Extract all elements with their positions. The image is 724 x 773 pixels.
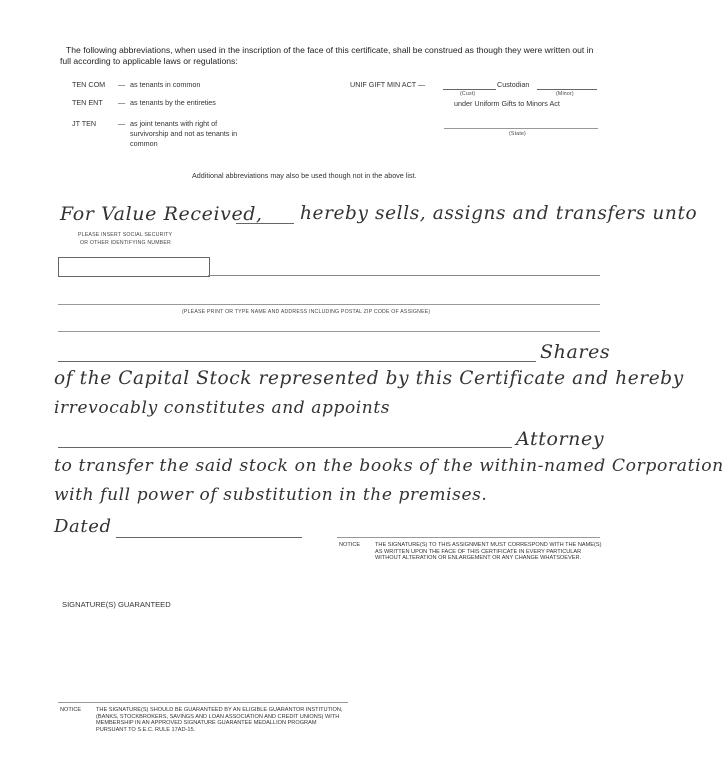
abbr-code-jt-ten: JT TEN	[72, 119, 97, 128]
abbr-meaning-ten-com: as tenants in common	[130, 80, 201, 89]
notice-1-text: THE SIGNATURE(S) TO THIS ASSIGNMENT MUST CORRESPOND WITH THE NAME(S) AS WRITTEN UPON THE FACE OF THIS CERTIFICATE IN EVERY PARTICULAR WITHOUT ALTERATION OR ENLARGEMENT OR ANY CHANGE WHATSOEVER.	[375, 542, 602, 562]
signature-line[interactable]	[337, 537, 600, 538]
abbr-dash: —	[118, 119, 126, 128]
sells-assigns-text: hereby sells, assigns and transfers unto	[300, 203, 698, 224]
attorney-text: Attorney	[516, 428, 605, 450]
capital-stock-text: of the Capital Stock represented by this Certificate and hereby	[54, 368, 684, 389]
state-line[interactable]	[444, 128, 598, 129]
shares-text: Shares	[540, 341, 611, 363]
abbr-meaning-ten-ent: as tenants by the entireties	[130, 98, 216, 107]
signature-guaranteed-label: SIGNATURE(S) GUARANTEED	[62, 600, 171, 609]
state-label: (State)	[509, 131, 526, 137]
dated-line[interactable]	[116, 537, 302, 538]
abbr-code-ten-ent: TEN ENT	[72, 98, 103, 107]
minor-line[interactable]	[537, 89, 597, 90]
shares-line[interactable]	[58, 361, 536, 362]
assignee-line-3[interactable]	[58, 331, 600, 332]
assignee-label: (PLEASE PRINT OR TYPE NAME AND ADDRESS INCLUDING POSTAL ZIP CODE OF ASSIGNEE)	[182, 309, 431, 315]
transfer-books-text: to transfer the said stock on the books of the within-named Corporation	[54, 456, 724, 476]
dated-text: Dated	[54, 516, 112, 537]
ssn-label-2: OR OTHER IDENTIFYING NUMBER	[80, 240, 171, 246]
assignee-line-1[interactable]	[208, 275, 600, 276]
minor-label: (Minor)	[556, 91, 574, 97]
guarantee-line[interactable]	[58, 702, 348, 703]
ssn-input-box[interactable]	[58, 257, 210, 277]
value-received-text: For Value Received,	[60, 203, 263, 225]
notice-2-label: NOTICE	[60, 707, 82, 713]
value-received-line[interactable]	[236, 223, 294, 224]
abbr-code-ten-com: TEN COM	[72, 80, 106, 89]
assignee-line-2[interactable]	[58, 304, 600, 305]
abbr-meaning-jt-ten: as joint tenants with right of survivorship and not as tenants in common	[130, 119, 238, 148]
intro-text: The following abbreviations, when used in the inscription of the face of this certificate, shall be construed as though they were written out in full according to applicable laws or regulations:	[60, 45, 594, 66]
attorney-line[interactable]	[58, 447, 512, 448]
irrevocably-text: irrevocably constitutes and appoints	[54, 398, 391, 418]
abbr-dash: —	[118, 98, 126, 107]
substitution-text: with full power of substitution in the premises.	[54, 485, 488, 505]
additional-abbr-note: Additional abbreviations may also be used though not in the above list.	[192, 171, 417, 180]
custodian-line[interactable]	[443, 89, 496, 90]
notice-1-label: NOTICE	[339, 542, 361, 548]
custodian-label: Custodian	[497, 80, 530, 89]
under-act-label: under Uniform Gifts to Minors Act	[454, 99, 560, 108]
gift-act-label: UNIF GIFT MIN ACT —	[350, 80, 426, 89]
notice-2-text: THE SIGNATURE(S) SHOULD BE GUARANTEED BY AN ELIGIBLE GUARANTOR INSTITUTION, (BANKS, STOCKBROKERS, SAVINGS AND LOAN ASSOCIATION AND CREDIT UNIONS) WITH MEMBERSHIP IN AN APPROVED SIGNATURE GUARANTEE MEDALLION PROGRAM PURSUANT TO S.E.C. RULE 17AD-15.	[96, 707, 343, 733]
ssn-label-1: PLEASE INSERT SOCIAL SECURITY	[78, 232, 173, 238]
abbr-dash: —	[118, 80, 126, 89]
cust-label: (Cust)	[460, 91, 476, 97]
